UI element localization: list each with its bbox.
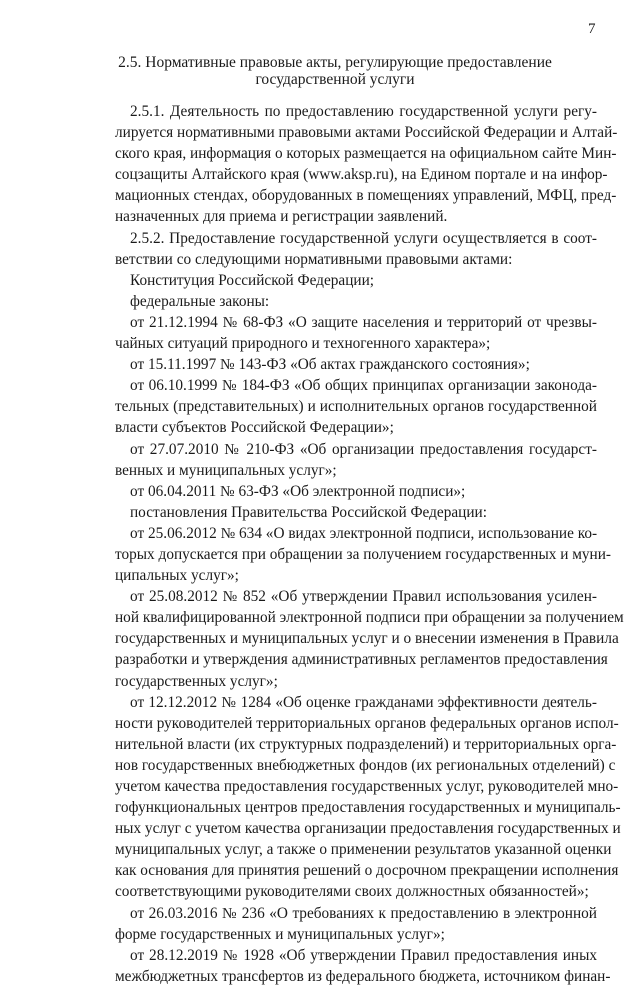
text-line: от 27.07.2010 № 210-ФЗ «Об организации предоставления государст- — [130, 440, 597, 458]
text-line: соцзащиты Алтайского края (www.aksp.ru), на Едином портале и на инфор- — [115, 166, 608, 184]
text-line: лируется нормативными правовыми актами Российской Федерации и Алтай- — [115, 124, 618, 142]
text-line: венных и муниципальных услуг»; — [115, 461, 337, 479]
text-line: ной квалифицированной электронной подписи при обращении за получением — [115, 609, 624, 627]
text-line: постановления Правительства Российской Федерации: — [130, 503, 487, 521]
section-heading-line: государственной услуги — [255, 71, 415, 88]
text-line: от 25.08.2012 № 852 «Об утверждении Правил использования усилен- — [130, 588, 597, 606]
page-number: 7 — [588, 21, 596, 37]
text-line: власти субъектов Российской Федерации»; — [115, 419, 394, 437]
section-heading — [115, 54, 555, 88]
text-line: нительной власти (их структурных подразделений) и территориальных орга- — [115, 735, 617, 753]
text-line: государственных и муниципальных услуг и о внесении изменения в Правила — [115, 630, 619, 648]
section-heading-line: 2.5. Нормативные правовые акты, регулирующие предоставление — [118, 54, 552, 71]
text-line: нов государственных внебюджетных фондов (их региональных отделений) с — [115, 756, 616, 774]
text-line: соответствующими руководителями своих должностных обязанностей»; — [115, 883, 589, 901]
text-line: межбюджетных трансфертов из федерального бюджета, источником финан- — [115, 967, 611, 985]
text-line: гофункциональных центров предоставления государственных и муниципаль- — [115, 799, 621, 817]
text-line: тельных (представительных) и исполнительных органов государственной — [115, 398, 597, 416]
text-line: от 06.10.1999 № 184-ФЗ «Об общих принципах организации законода- — [130, 377, 597, 395]
text-line: от 28.12.2019 № 1928 «Об утверждении Правил предоставления иных — [130, 946, 597, 964]
text-line: назначенных для приема и регистрации заявлений. — [115, 208, 448, 226]
text-line: муниципальных услуг, а также о применении результатов указанной оценки — [115, 841, 612, 859]
text-line: от 25.06.2012 № 634 «О видах электронной подписи, использование ко- — [130, 524, 598, 542]
text-line: ветствии со следующими нормативными правовыми актами: — [115, 250, 513, 268]
text-line: федеральные законы: — [130, 292, 270, 310]
document-body — [115, 101, 624, 987]
text-line: мационных стендах, оборудованных в помещениях управлений, МФЦ, пред- — [115, 187, 617, 205]
text-line: ности руководителей территориальных органов федеральных органов испол- — [115, 714, 619, 732]
text-line: ципальных услуг»; — [115, 567, 239, 585]
text-line: разработки и утверждения административных регламентов предоставления — [115, 651, 608, 669]
text-line: учетом качества предоставления государственных услуг, руководителей мно- — [115, 778, 619, 795]
text-line: ных услуг с учетом качества организации предоставления государственных и — [115, 820, 621, 838]
text-line: государственных услуг»; — [115, 672, 278, 690]
text-line: от 12.12.2012 № 1284 «Об оценке гражданами эффективности деятель- — [130, 693, 597, 711]
text-line: 2.5.1. Деятельность по предоставлению государственной услуги регу- — [130, 103, 597, 120]
text-line: 2.5.2. Предоставление государственной услуги осуществляется в соот- — [130, 229, 597, 247]
text-line: от 21.12.1994 № 68-ФЗ «О защите населения и территорий от чрезвы- — [130, 313, 597, 331]
text-line: Конституция Российской Федерации; — [130, 271, 375, 289]
text-line: от 06.04.2011 № 63-ФЗ «Об электронной подписи»; — [130, 482, 466, 500]
text-line: как основания для принятия решений о досрочном прекращении исполнения — [115, 862, 619, 880]
text-line: форме государственных и муниципальных услуг»; — [115, 925, 445, 943]
text-line: чайных ситуаций природного и техногенного характера»; — [115, 335, 491, 353]
text-line: от 26.03.2016 № 236 «О требованиях к предоставлению в электронной — [130, 904, 597, 922]
text-line: ского края, информация о которых размещается на официальном сайте Мин- — [115, 145, 617, 163]
text-line: от 15.11.1997 № 143-ФЗ «Об актах гражданского состояния»; — [130, 356, 530, 374]
text-line: торых допускается при обращении за получением государственных и муни- — [115, 545, 612, 563]
